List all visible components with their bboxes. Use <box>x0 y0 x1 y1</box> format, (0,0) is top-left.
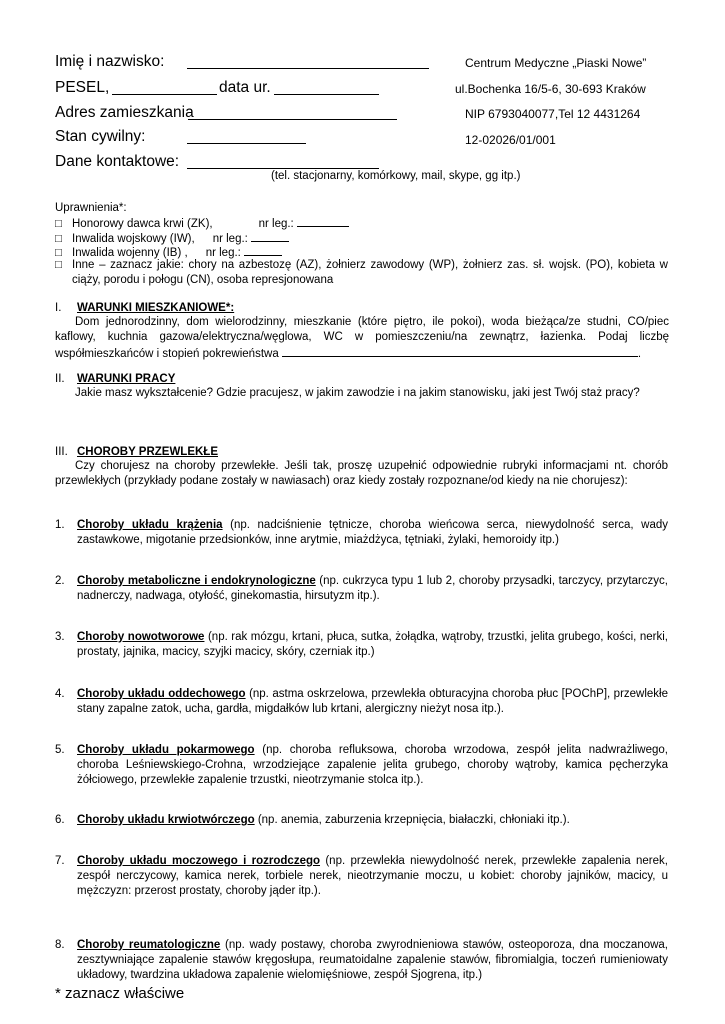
checkbox[interactable]: □ <box>55 247 62 259</box>
item-number: 4. <box>55 688 65 700</box>
checkbox[interactable]: □ <box>55 233 62 245</box>
pesel-label: PESEL, <box>55 79 110 96</box>
entitlement-label: Inwalida wojenny (IB) , <box>72 247 188 259</box>
item-number: 5. <box>55 744 65 756</box>
item-number: 3. <box>55 631 65 643</box>
item-number: 2. <box>55 575 65 587</box>
footnote: * zaznacz właściwe <box>55 985 185 1002</box>
item-number: 6. <box>55 814 65 826</box>
clinic-address: ul.Bochenka 16/5-6, 30-693 Kraków <box>455 82 646 96</box>
section-1-text: Dom jednorodzinny, dom wielorodzinny, mieszkanie (które piętro, ile pokoi), woda bieżąca/ze studni, CO/piec kaflowy, kuchnia gazowa/elektryczna/węglowa, WC w pomieszczeniu/na zewnątrz, łazienka. Podaj liczbę współmieszkańców i stopień pokrewieństwa . <box>55 316 669 360</box>
disease-item <box>55 938 668 983</box>
checkbox[interactable]: □ <box>55 259 62 271</box>
section-3-text: Czy chorujesz na choroby przewlekłe. Jeśli tak, proszę uzupełnić odpowiednie rubryki informacjami nt. chorób przewlekłych (przykłady podane zostały w nawiasach) oraz kiedy zostały rozpoznane/od kiedy na nie chorujesz): <box>55 460 668 487</box>
disease-category: Choroby układu krążenia <box>77 519 223 531</box>
disease-category: Choroby reumatologiczne <box>77 939 221 951</box>
section-number: III. <box>55 446 68 458</box>
section-1-heading <box>55 301 234 316</box>
pesel-field-line[interactable] <box>112 94 217 95</box>
disease-item <box>55 574 668 604</box>
disease-category: Choroby nowotworowe <box>77 631 205 643</box>
name-field-line[interactable] <box>187 68 429 69</box>
disease-category: Choroby układu pokarmowego <box>77 744 255 756</box>
disease-item <box>55 813 668 828</box>
dob-field-line[interactable] <box>274 94 379 95</box>
section-2-heading <box>55 372 175 387</box>
disease-examples: (np. wady postawy, choroba zwyrodnieniowa stawów, osteoporoza, dna moczanowa, zesztywniające zapalenie stawów kręgosłupa, reumatoidalne zapalenie stawów, fibromialgia, toczeń rumieniowaty układowy, twardzina układowa zapalenie wielomięśniowe, zespół Sjogrena, itp.) <box>77 939 669 981</box>
clinic-name: Centrum Medyczne „Piaski Nowe” <box>465 56 647 70</box>
section-text: Dom jednorodzinny, dom wielorodzinny, mieszkanie (które piętro, ile pokoi), woda bieżąca/ze studni, CO/piec kaflowy, kuchnia gazowa/elektryczna/węglowa, WC w pomieszczeniu/na zewnątrz, łazienka. Podaj liczbę współmieszkańców i stopień pokrewieństwa <box>55 316 669 360</box>
entitlement-reg-label: nr leg.: <box>258 218 294 230</box>
disease-item <box>55 687 668 717</box>
disease-examples: (np. choroba refluksowa, choroba wrzodowa, zespół jelita nadwrażliwego, choroba Leśniewskiego-Crohna, wrzodziejące zapalenie jelita grubego, choroby wątroby, kamica pęcherzyka żółciowego, przewlekłe zapalenie trzustki, nieotrzymanie stolca itp.). <box>77 744 668 786</box>
disease-category: Choroby metaboliczne i endokrynologiczne <box>77 575 316 587</box>
address-field-line[interactable] <box>188 119 397 120</box>
contact-hint: (tel. stacjonarny, komórkowy, mail, skype, gg itp.) <box>271 170 521 182</box>
marital-status-label: Stan cywilny: <box>55 128 146 145</box>
dob-label: data ur. <box>219 79 271 96</box>
checkbox[interactable]: □ <box>55 218 62 230</box>
cohabitants-field[interactable] <box>282 345 638 357</box>
marital-status-field-line[interactable] <box>187 143 306 144</box>
disease-examples: (np. nadciśnienie tętnicze, choroba wieńcowa serca, niewydolność serca, wady zastawkowe, migotanie przedsionków, inne arytmie, miażdżyca, tętniaki, żylaki, hemoroidy itp.) <box>77 519 668 546</box>
item-number: 7. <box>55 855 65 867</box>
section-title: WARUNKI MIESZKANIOWE*: <box>77 302 235 314</box>
name-label: Imię i nazwisko: <box>55 53 165 70</box>
reg-number-field[interactable] <box>251 230 289 242</box>
disease-item <box>55 630 668 660</box>
reg-number-field[interactable] <box>297 215 349 227</box>
disease-category: Choroby układu moczowego i rozrodczego <box>77 855 321 867</box>
disease-category: Choroby układu krwiotwórczego <box>77 814 255 826</box>
disease-item <box>55 518 668 548</box>
disease-item <box>55 743 668 788</box>
entitlement-row <box>55 258 668 288</box>
item-number: 8. <box>55 939 65 951</box>
entitlements-title: Uprawnienia*: <box>55 202 127 214</box>
disease-examples: (np. przewlekła niewydolność nerek, przewlekłe zapalenia nerek, zespół nerczycowy, kamica nerek, torbiele nerek, nieotrzymanie moczu, u kobiet: choroby jajników, macicy, u mężczyzn: przerost prostaty, choroby jąder itp.). <box>77 855 668 897</box>
section-2-text: Jakie masz wykształcenie? Gdzie pracujesz, w jakim zawodzie i na jakim stanowisku, jaki jest Twój staż pracy? <box>75 387 640 399</box>
entitlement-label: Honorowy dawca krwi (ZK), <box>72 218 213 230</box>
item-number: 1. <box>55 519 65 531</box>
clinic-nip-tel: NIP 6793040077,Tel 12 4431264 <box>465 107 641 121</box>
entitlement-reg-label: nr leg.: <box>212 233 248 245</box>
section-title: WARUNKI PRACY <box>77 373 176 385</box>
disease-examples: (np. rak mózgu, krtani, płuca, sutka, żołądka, wątroby, trzustki, jelita grubego, kości, nerki, prostaty, jajnika, macicy, szyjki macicy, skóry, czerniak itp.) <box>77 631 668 658</box>
reg-number-field[interactable] <box>244 244 282 256</box>
disease-examples: (np. anemia, zaburzenia krzepnięcia, białaczki, chłoniaki itp.). <box>254 814 570 826</box>
disease-item <box>55 854 668 899</box>
section-number: I. <box>55 302 62 314</box>
disease-examples: (np. cukrzyca typu 1 lub 2, choroby przysadki, tarczycy, przytarczyc, nadnerczy, nadwaga, otyłość, ginekomastia, hirsutyzm itp.). <box>77 575 668 602</box>
entitlement-reg-label: nr leg.: <box>205 247 241 259</box>
section-3-heading <box>55 445 218 460</box>
disease-category: Choroby układu oddechowego <box>77 688 246 700</box>
entitlement-label: Inne – zaznacz jakie: chory na azbestozę (AZ), żołnierz zawodowy (WP), żołnierz zas. sł. wojsk. (PO), kobieta w ciąży, porodu i połogu (CN), osoba represjonowana <box>72 259 668 286</box>
disease-examples: (np. astma oskrzelowa, przewlekła obturacyjna choroba płuc [POChP], przewlekłe stany zapalne zatok, ucha, gardła, migdałków lub krtani, alergiczny nieżyt nosa itp.). <box>77 688 669 715</box>
address-label: Adres zamieszkania <box>55 104 194 121</box>
section-title: CHOROBY PRZEWLEKŁE <box>77 446 218 458</box>
entitlement-label: Inwalida wojskowy (IW), <box>72 233 195 245</box>
clinic-code: 12-02026/01/001 <box>465 133 556 147</box>
section-number: II. <box>55 373 65 385</box>
contact-label: Dane kontaktowe: <box>55 153 180 170</box>
